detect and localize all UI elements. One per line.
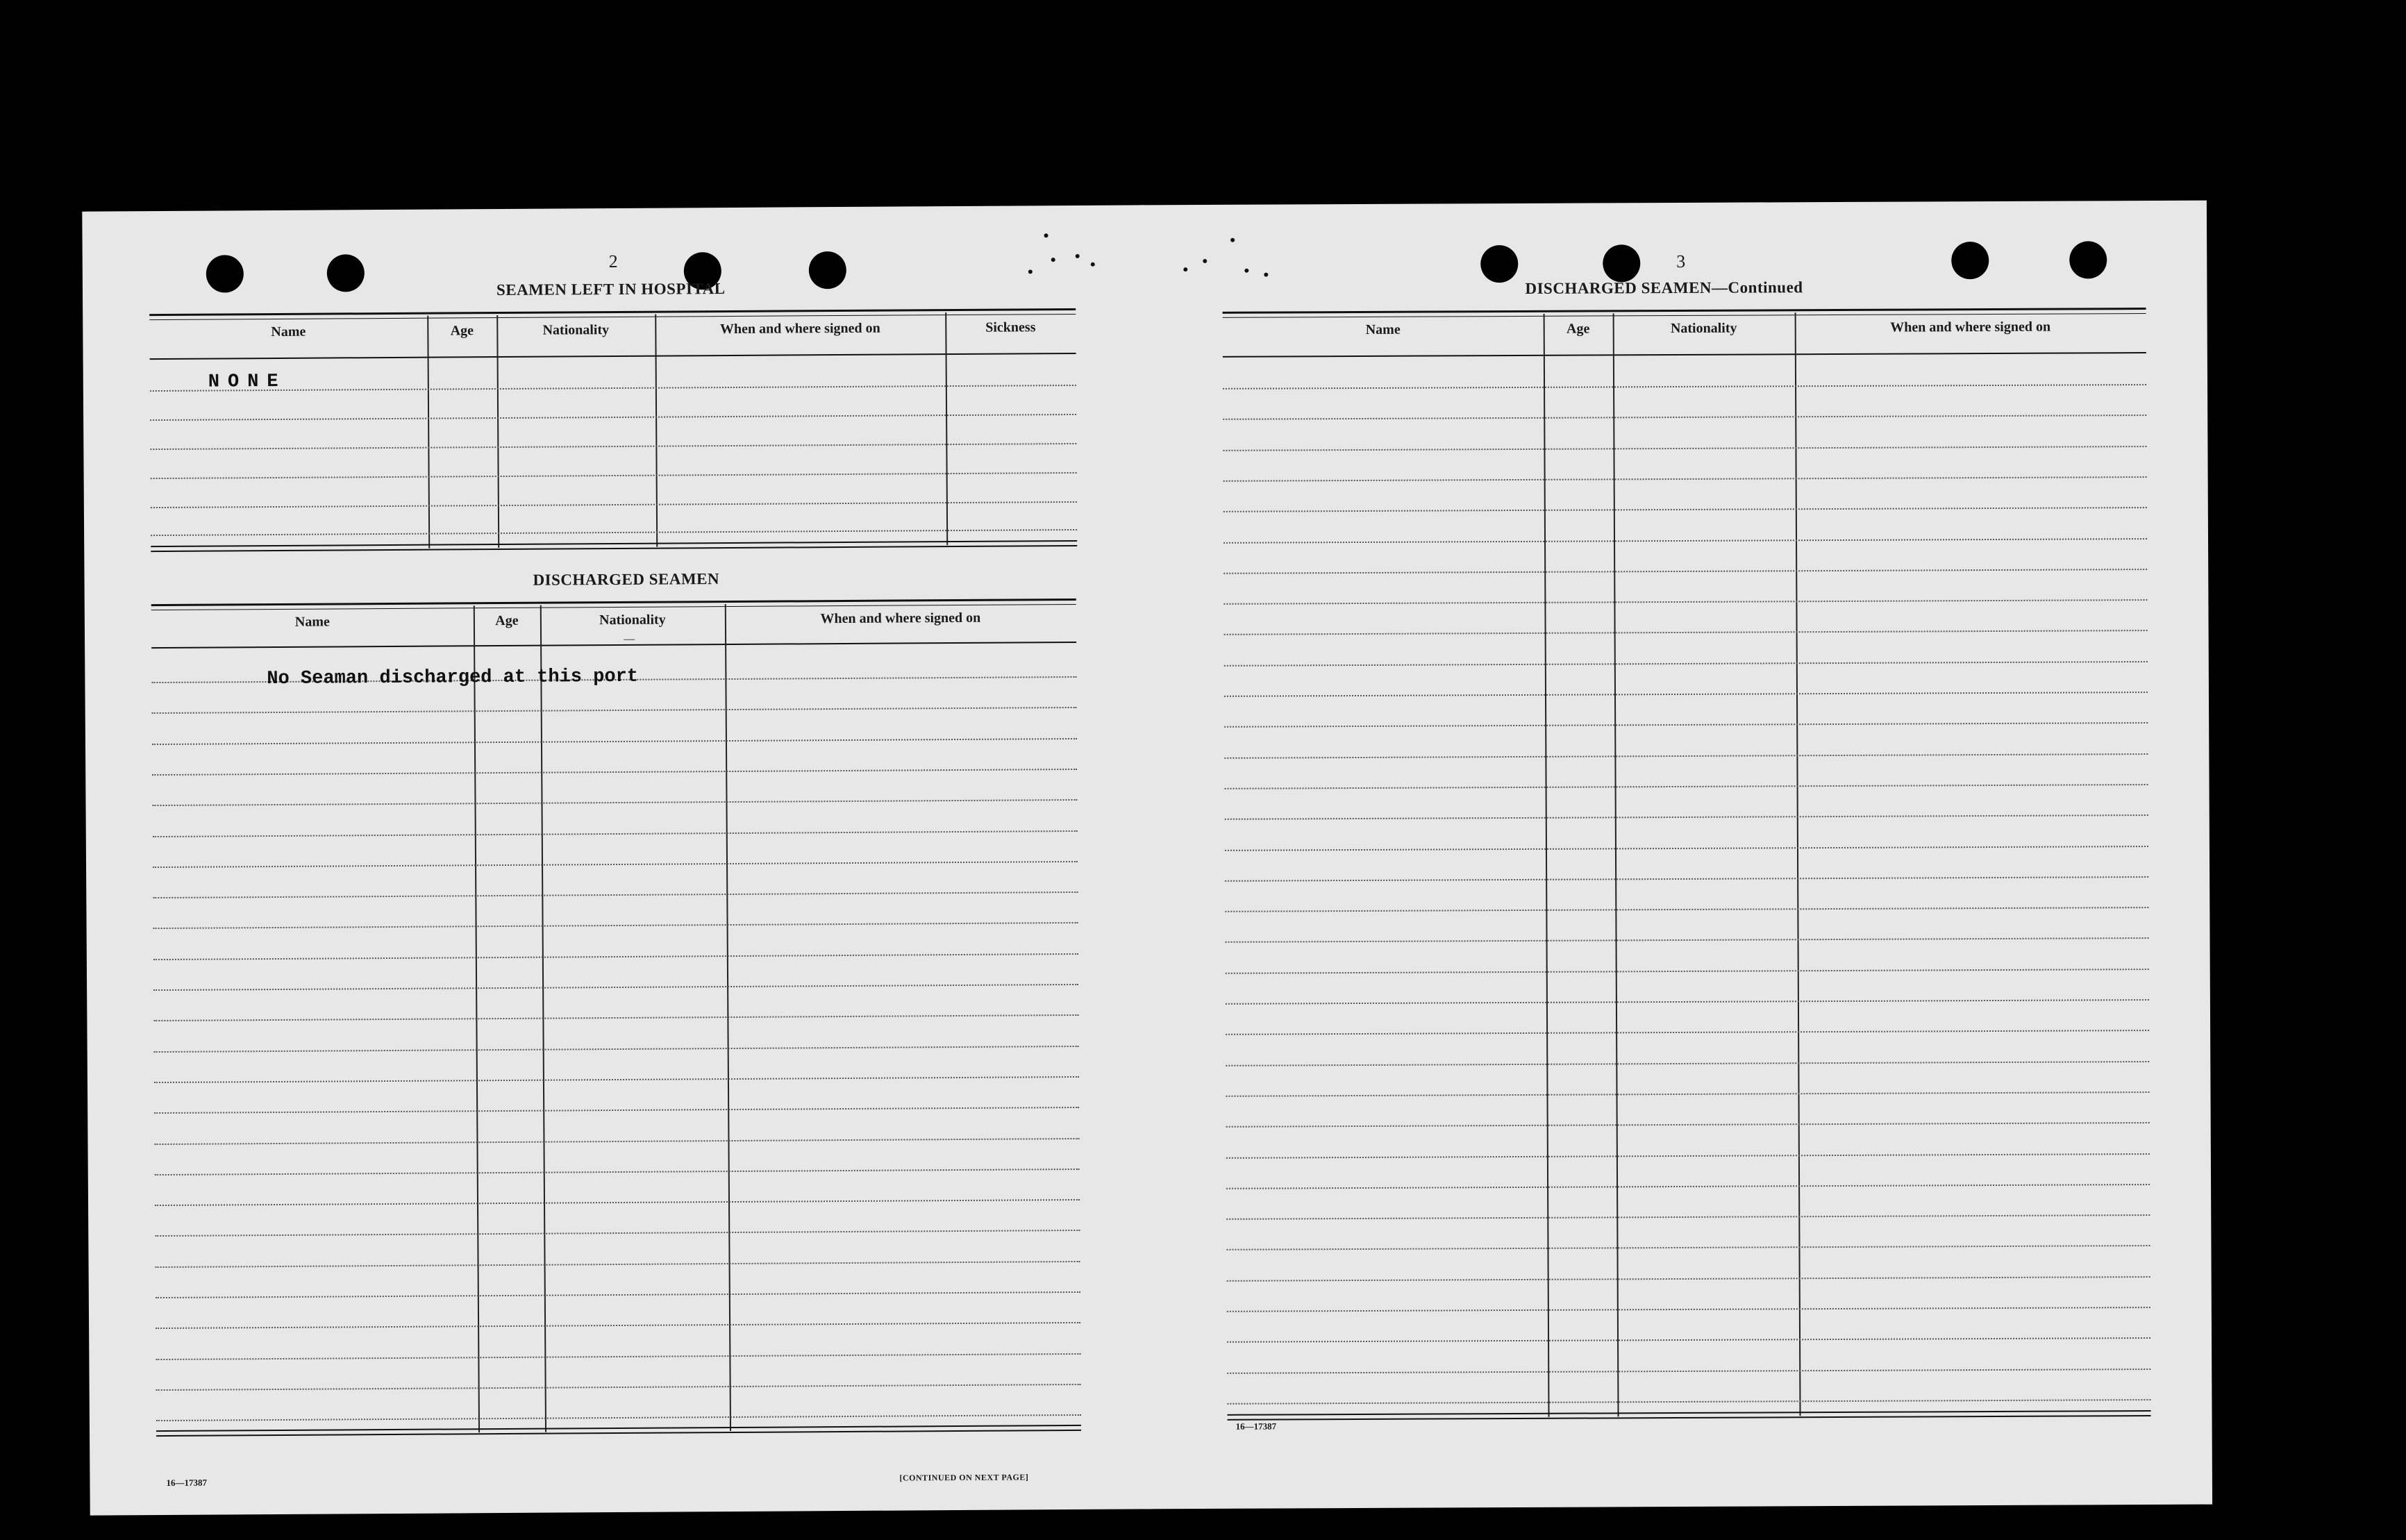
ruled-line — [154, 1046, 1079, 1053]
col-age: Age — [495, 612, 519, 629]
ruled-line — [1226, 1061, 2149, 1066]
ruled-line — [1226, 1214, 2150, 1220]
ruled-line — [1226, 1245, 2150, 1250]
form-code: 16—17387 — [1235, 1421, 1277, 1432]
ruled-line — [1226, 1153, 2150, 1159]
right-page — [1140, 201, 2212, 1509]
section-title-discharged-continued — [1525, 278, 1803, 298]
ruled-line — [1227, 1276, 2150, 1282]
ruled-line — [156, 1384, 1081, 1391]
discharged-table: Name Age Nationality When and where signed on — No Seaman discharged at this port — [151, 599, 1081, 1434]
ruled-line — [1224, 722, 2148, 728]
punch-hole — [1480, 245, 1518, 283]
ruled-line — [1223, 538, 2147, 544]
left-page — [82, 205, 1152, 1515]
discharged-entry: No Seaman discharged at this port — [267, 666, 639, 690]
ruled-line — [1227, 1399, 2150, 1405]
ruled-line — [1225, 814, 2148, 820]
hospital-table — [149, 308, 1077, 550]
section-title-text: DISCHARGED SEAMEN — [1525, 278, 1712, 297]
ruled-line — [156, 1291, 1080, 1298]
ruled-line — [154, 1107, 1079, 1114]
ruled-line — [1224, 661, 2148, 667]
ruled-line — [1227, 1337, 2150, 1343]
punch-hole — [1951, 242, 1989, 279]
ruled-line — [153, 953, 1078, 960]
ruled-line — [1226, 937, 2149, 943]
ruled-line — [1224, 692, 2148, 697]
col-when-where: When and where signed on — [719, 320, 880, 337]
ruled-line — [1225, 784, 2148, 789]
ruled-line — [1226, 999, 2149, 1005]
ruled-line — [156, 1261, 1080, 1268]
page-number: 2 — [608, 251, 618, 272]
discharged-continued-table — [1223, 308, 2151, 1418]
ruled-line — [155, 1230, 1080, 1237]
page-number: 3 — [1676, 251, 1686, 271]
punch-hole — [327, 254, 365, 292]
ruled-line — [1223, 569, 2147, 574]
ruled-line — [1226, 1030, 2149, 1035]
ruled-line — [1223, 599, 2147, 605]
punch-hole — [809, 251, 846, 289]
ruled-line — [1225, 907, 2148, 912]
section-title-suffix: —Continued — [1711, 278, 1803, 296]
ruled-line — [154, 1137, 1079, 1144]
col-name: Name — [271, 324, 306, 340]
ruled-line — [153, 799, 1078, 806]
ruled-line — [152, 707, 1077, 714]
col-age: Age — [1566, 321, 1590, 337]
col-nationality: Nationality — [599, 612, 666, 628]
ruled-line — [153, 1014, 1078, 1021]
punch-hole — [1603, 244, 1640, 282]
ruled-line — [1224, 630, 2148, 635]
ruled-line — [153, 830, 1078, 837]
ruled-line — [1223, 476, 2147, 482]
ruled-line — [156, 1353, 1080, 1360]
continued-note: [CONTINUED ON NEXT PAGE] — [899, 1472, 1029, 1483]
ruled-line — [155, 1199, 1080, 1206]
ruled-line — [153, 892, 1078, 898]
ruled-line — [1227, 1307, 2150, 1312]
section-title-hospital: SEAMEN LEFT IN HOSPITAL — [496, 280, 726, 299]
ruled-line — [152, 738, 1077, 745]
col-when-where: When and where signed on — [1890, 319, 2051, 335]
col-name: Name — [294, 614, 330, 630]
ruled-line — [1226, 1122, 2150, 1128]
ruled-line — [153, 984, 1078, 991]
col-nationality: Nationality — [542, 322, 610, 338]
ruled-line — [152, 769, 1077, 776]
ruled-line — [1223, 507, 2147, 512]
ruled-line — [1226, 969, 2149, 974]
ruled-line — [156, 1414, 1081, 1421]
ruled-line — [156, 1322, 1080, 1329]
ruled-line — [1224, 753, 2148, 759]
ruled-line — [1226, 1091, 2150, 1097]
ruled-line — [155, 1169, 1080, 1175]
form-code: 16—17387 — [166, 1477, 208, 1488]
ruled-line — [153, 922, 1078, 929]
punch-hole — [2069, 241, 2107, 278]
ruled-line — [1226, 1184, 2150, 1189]
ruled-line — [1223, 446, 2146, 451]
punch-hole — [206, 255, 244, 292]
ruled-line — [1225, 876, 2148, 882]
col-sickness: Sickness — [985, 319, 1036, 335]
ruled-line — [1223, 384, 2146, 390]
col-nationality: Nationality — [1670, 320, 1737, 337]
ruled-line — [1223, 415, 2146, 420]
col-name: Name — [1365, 321, 1401, 337]
hospital-entry: NONE — [208, 371, 287, 393]
ruled-line — [1227, 1369, 2150, 1374]
ruled-line — [1225, 846, 2148, 851]
col-age: Age — [450, 323, 474, 339]
col-when-where: When and where signed on — [820, 610, 981, 627]
ruled-line — [154, 1076, 1079, 1083]
section-title-discharged: DISCHARGED SEAMEN — [533, 570, 720, 589]
ruled-line — [153, 861, 1078, 868]
